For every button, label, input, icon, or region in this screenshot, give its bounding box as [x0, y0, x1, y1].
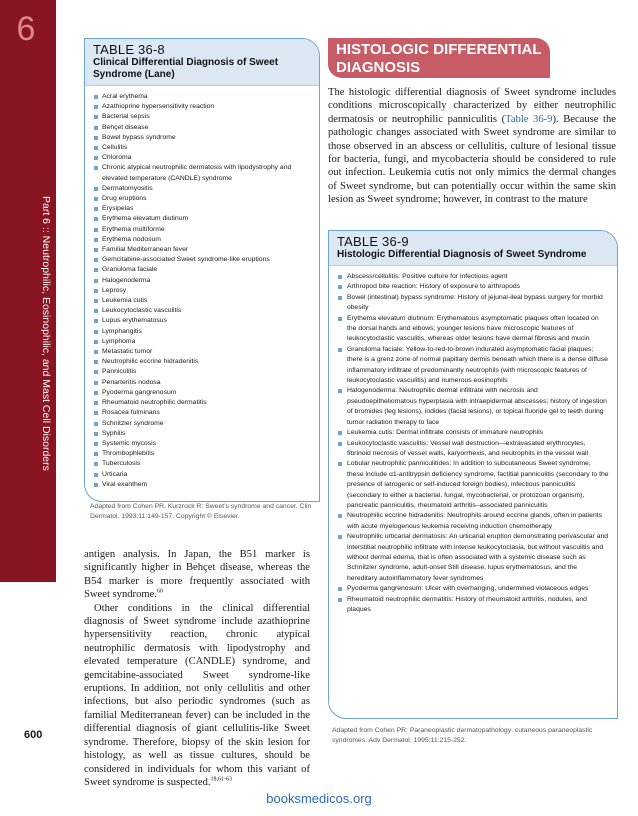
list-item: Bacterial sepsis	[93, 112, 311, 122]
footer-site-link[interactable]: booksmedicos.org	[266, 791, 372, 806]
table-label: TABLE 36-9	[337, 234, 409, 249]
list-item: Lupus erythematosus	[93, 316, 311, 326]
part-title-text: Part 6 :: Neutrophilic, Eosinophilic, and Mast Cell Disorders	[40, 196, 52, 471]
paragraph	[84, 602, 310, 790]
list-item: Rheumatoid neutrophilic dermatitis: History of rheumatoid arthritis, nodules, and plaques	[337, 595, 609, 616]
list-item: Periarteritis nodosa	[93, 378, 311, 388]
list-item: Halogenoderma: Neutrophilic dermal infiltrate with necrosis and pseudoepitheliomatous hyperplasia with intraepidermal abscesses; history of ingestion of bromides (leg lesions), iodides (facial lesions), or topical fluoride gel to teeth during tumor radiation therapy to face	[337, 386, 609, 428]
table-source-note: Adapted from Cohen PR, Kurzrock R: Sweet’s syndrome and cancer. Clin Dermatol. 1993;11:149-157. Copyright © Elsevier.	[90, 503, 312, 520]
list-item: Leukocytoclastic vasculitis	[93, 306, 311, 316]
list-item: Azathioprine hypersensitivity reaction	[93, 102, 311, 112]
part-title	[36, 196, 56, 506]
text-run: antigen analysis. In Japan, the B51 marker is significantly higher in Behçet disease, whereas the B54 marker is more frequently associated with Sweet syndrome.	[84, 549, 310, 601]
list-item: Rheumatoid neutrophilic dermatitis	[93, 398, 311, 408]
table-header	[85, 39, 319, 86]
list-item: Dermatomyositis	[93, 184, 311, 194]
table-36-8	[84, 38, 320, 502]
list-item: Granuloma faciale	[93, 265, 311, 275]
body-text-left	[84, 548, 310, 789]
list-item: Erythema elevatum diutinum: Erythematous asymptomatic plaques often located on the dorsal hands and elbows; younger lesions have microscopic features of leukocytoclastic vasculitis, whereas older lesions have dermal fibrosis and mucin	[337, 314, 609, 345]
list-item: Syphilis	[93, 429, 311, 439]
list-item: Behçet disease	[93, 123, 311, 133]
list-item: Arthropod bite reaction: History of exposure to arthropods	[337, 282, 609, 292]
list-item: Leukocytoclastic vasculitis: Vessel wall destruction—extravasated erythrocytes, fibrinoid necrosis of vessel walls, karyorrhexis, and neutrophils in the vessel wall	[337, 439, 609, 460]
table-label: TABLE 36-8	[93, 42, 165, 57]
list-item: Cellulitis	[93, 143, 311, 153]
table-link[interactable]: Table 36-9	[505, 113, 553, 125]
text-run: Other conditions in the clinical differential diagnosis of Sweet syndrome include azathioprine hypersensitivity reaction, chronic atypical neutrophilic dermatosis with lipodystrophy and elevated temperature (CANDLE) syndrome, and gemcitabine-associated Sweet syndrome-like eruptions. In addition, not only cellulitis and other infections, but also periodic syndromes (such as familial Mediterranean fever) can be included in the differential diagnosis of giant cellulitis-like Sweet syndrome. Therefore, biopsy of the skin lesion for histology, as well as tissue cultures, should be considered in individuals for whom this variant of Sweet syndrome is suspected.	[84, 602, 310, 788]
list-item: Drug eruptions	[93, 194, 311, 204]
list-item: Chloroma	[93, 153, 311, 163]
paragraph	[328, 86, 616, 207]
list-item: Pyoderma gangrenosum	[93, 388, 311, 398]
list-item: Bowel bypass syndrome	[93, 133, 311, 143]
text-run: ). Because the pathologic changes associated with Sweet syndrome are similar to those observed in an abscess or cellulitis, culture of lesional tissue for bacteria, fungi, and mycobacteria should be considered to rule out infection. Leukemia cutis not only mimics the dermal changes of Sweet syndrome, but can potentially occur within the same skin lesion as Sweet syndrome; however, in contrast to the mature	[328, 113, 616, 206]
reference-superscript: 60	[156, 588, 163, 595]
list-item: Abscess/cellulitis: Positive culture for infectious agent	[337, 272, 609, 282]
page-number: 600	[24, 729, 43, 741]
list-item: Neutrophilic eccrine hidradenitis: Neutrophils around eccrine glands, often in patients with acute myelogenous leukemia receiving induction chemotherapy	[337, 511, 609, 532]
list-item: Acral erythema	[93, 92, 311, 102]
table-caption: Clinical Differential Diagnosis of Sweet Syndrome (Lane)	[93, 57, 279, 80]
list-item: Tuberculosis	[93, 459, 311, 469]
list-item: Erysipelas	[93, 204, 311, 214]
clinical-differential-list	[85, 86, 319, 490]
list-item: Erythema multiforme	[93, 225, 311, 235]
list-item: Systemic mycosis	[93, 439, 311, 449]
table-36-9	[328, 230, 618, 719]
list-item: Erythema elevatum diutinum	[93, 214, 311, 224]
list-item: Leukemia cutis	[93, 296, 311, 306]
list-item: Neutrophilic eccrine hidradenitis	[93, 357, 311, 367]
list-item: Familial Mediterranean fever	[93, 245, 311, 255]
list-item: Pyoderma gangrenosum: Ulcer with overhanging, undermined violaceous edges	[337, 584, 609, 594]
list-item: Leukemia cutis: Dermal infiltrate consists of immature neutrophils	[337, 428, 609, 438]
body-text-right	[328, 86, 616, 207]
list-item: Granuloma faciale: Yellow-to-red-to-brown indurated asymptomatic facial plaques; there is a grenz zone of normal papillary dermis beneath which there is a dense diffuse inflammatory infiltrate of predominantly neutrophils (with microscopic features of leukocytoclastic vasculitis) and numerous eosinophils	[337, 345, 609, 387]
list-item: Rosacea fulminans	[93, 408, 311, 418]
list-item: Erythema nodosum	[93, 235, 311, 245]
list-item: Panniculitis	[93, 367, 311, 377]
list-item: Leprosy	[93, 286, 311, 296]
text-run: The histologic differential diagnosis of Sweet syndrome includes conditions microscopically characterized by either neutrophilic dermatosis or neutrophilic panniculitis (	[328, 87, 616, 125]
list-item: Halogenoderma	[93, 276, 311, 286]
list-item: Schnitzler syndrome	[93, 419, 311, 429]
list-item: Viral exanthem	[93, 480, 311, 490]
list-item: Thrombophlebitis	[93, 449, 311, 459]
table-source-note: Adapted from Cohen PR: Paraneoplastic dermatopathology: cutaneous paraneoplastic syndromes. Adv Dermatol. 1995;11:215-252.	[332, 727, 593, 744]
table-caption: Histologic Differential Diagnosis of Sweet Syndrome	[337, 249, 587, 260]
list-item: Metastatic tumor	[93, 347, 311, 357]
table-header	[329, 231, 617, 266]
list-item: Neutrophilic urticarial dermatosis: An urticarial eruption demonstrating perivascular and interstitial neutrophilic infiltrate with intense leukocytoclasia, but without vasculitis and without dermal edema, that is often associated with a systemic disease such as Schnitzler syndrome, adult-onset Still disease, lupus erythematosus, and the hereditary autoinflammatory fever syndromes	[337, 532, 609, 584]
list-item: Gemcitabine-associated Sweet syndrome-like eruptions	[93, 255, 311, 265]
paragraph	[84, 548, 310, 602]
reference-superscript: 18,61-63	[210, 776, 233, 783]
list-item: Urticaria	[93, 470, 311, 480]
section-heading: HISTOLOGIC DIFFERENTIAL DIAGNOSIS	[328, 38, 550, 78]
list-item: Bowel (intestinal) bypass syndrome: History of jejunal-ileal bypass surgery for morbid obesity	[337, 293, 609, 314]
histologic-differential-list	[329, 266, 617, 615]
chapter-sidebar	[0, 0, 56, 582]
list-item: Chronic atypical neutrophilic dermatosis with lipodystrophy and elevated temperature (CANDLE) syndrome	[93, 163, 311, 183]
chapter-number: 6	[16, 10, 36, 48]
list-item: Lymphoma	[93, 337, 311, 347]
list-item: Lobular neutrophilic panniculitides: In addition to subcutaneous Sweet syndrome, these include α1-antitrypsin deficiency syndrome, factitial panniculitis (secondary to the presence of iatrogenic or self-induced foreign bodies), infectious panniculitis (secondary to either a bacterial, fungal, mycobacterial, or protozoan organism), pancreatic panniculitis, rheumatoid arthritis–associated panniculitis	[337, 459, 609, 511]
list-item: Lymphangitis	[93, 327, 311, 337]
